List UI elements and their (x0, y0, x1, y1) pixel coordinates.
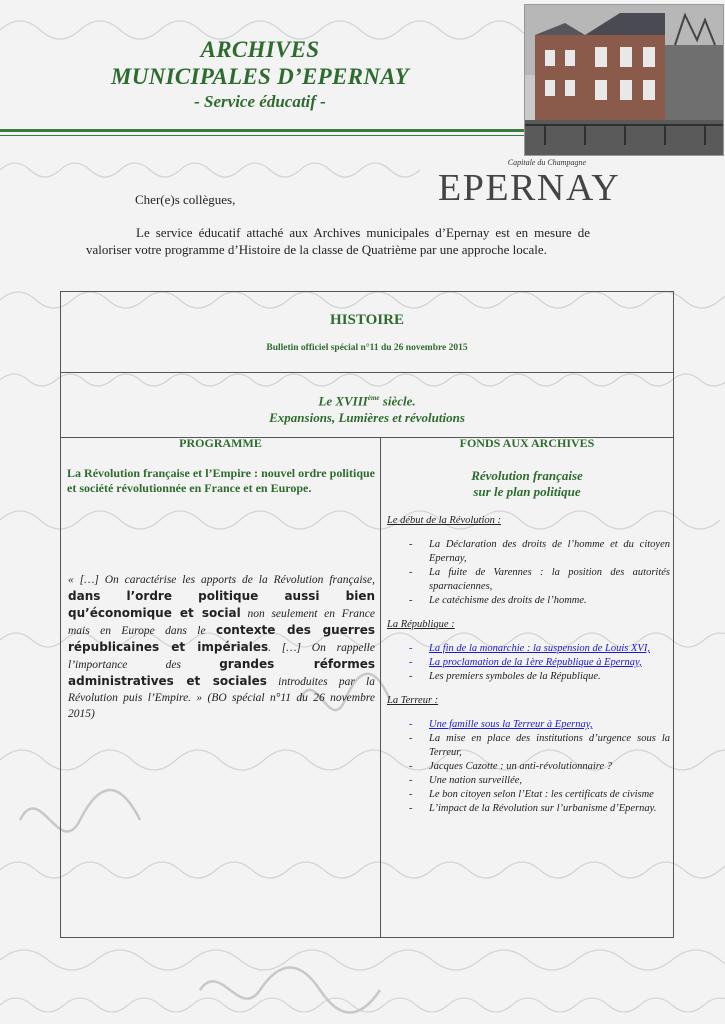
history-table (60, 291, 674, 938)
table-title: HISTOIRE (330, 312, 404, 328)
title-line-2: MUNICIPALES D’EPERNAY (111, 64, 409, 89)
header-title (40, 36, 480, 114)
logo-name: EPERNAY (438, 167, 621, 209)
period-prefix: Le XVIII (318, 393, 368, 409)
fonds-list (387, 514, 670, 826)
period-subtitle: Expansions, Lumières et révolutions (269, 410, 465, 426)
fonds-item: - La fuite de Varennes : la position des autorités sparnaciennes, (409, 566, 670, 594)
letter-intro: Le service éducatif attaché aux Archives municipales d’Epernay est en mesure de valoriser votre programme d’Histoire de la classe de Quatrième par une approche locale. (86, 225, 590, 257)
epernay-logo (438, 158, 638, 208)
programme-theme: La Révolution française et l’Empire : nouvel ordre politique et société révolutionnée en France et en Europe. (67, 466, 375, 495)
fonds-subtitle (381, 468, 673, 500)
fonds-item-link[interactable]: - Une famille sous la Terreur à Epernay, (409, 718, 670, 732)
period-sup: ème (367, 394, 380, 402)
fonds-item-list (387, 538, 670, 608)
fonds-item-list (387, 642, 670, 684)
fonds-item: - Une nation surveillée, (409, 774, 670, 788)
fonds-item: - Le bon citoyen selon l’Etat : les certificats de civisme (409, 788, 670, 802)
letter-greeting: Cher(e)s collègues, (135, 192, 236, 207)
programme-quote (68, 572, 375, 722)
quote-text: introduites par la Révolution puis l’Empire. » (BO spécial n°11 du 26 novembre 2015) (68, 676, 375, 720)
quote-text: non seulement en France mais en Europe dans le (68, 608, 376, 637)
quote-emphasis: contexte des guerres républicaines et impériales (68, 623, 375, 654)
bulletin-reference: Bulletin officiel spécial n°11 du 26 novembre 2015 (266, 343, 468, 353)
fonds-item: - L’impact de la Révolution sur l’urbanisme d’Epernay. (409, 802, 670, 816)
fonds-item-link[interactable]: - La fin de la monarchie : la suspension de Louis XVI, (409, 642, 670, 656)
header-rule-thick (0, 129, 525, 132)
period-suffix: siècle. (379, 393, 416, 409)
fonds-item-list (387, 718, 670, 816)
quote-emphasis: grandes réformes administratives et sociales (68, 657, 376, 688)
fonds-heading: FONDS AUX ARCHIVES (459, 436, 595, 450)
quote-text: « […] On caractérise les apports de la Révolution française, (68, 574, 375, 586)
fonds-section-title: Le début de la Révolution : (387, 515, 502, 526)
period-heading (61, 390, 673, 426)
fonds-item: - Jacques Cazotte : un anti-révolutionnaire ? (409, 760, 670, 774)
archives-building-photo (524, 4, 724, 156)
table-divider (61, 372, 673, 373)
logo-tagline: Capitale du Champagne (507, 158, 586, 167)
fonds-subtitle-line-1: Révolution française (471, 468, 583, 483)
subtitle: - Service éducatif - (194, 92, 326, 111)
fonds-section-title: La République : (387, 619, 455, 630)
fonds-item: - La mise en place des institutions d’urgence sous la Terreur, (409, 732, 670, 760)
fonds-item-link[interactable]: - La proclamation de la 1ère République à Epernay, (409, 656, 670, 670)
header-rule-thin (0, 135, 525, 136)
title-line-1: ARCHIVES (200, 37, 320, 62)
programme-heading: PROGRAMME (179, 436, 262, 450)
fonds-subtitle-line-2: sur le plan politique (473, 484, 581, 499)
quote-text: . […] On rappelle l’importance des (68, 642, 375, 671)
fonds-item: - Les premiers symboles de la République. (409, 670, 670, 684)
quote-emphasis: dans l’ordre politique aussi bien qu’économique et social (68, 589, 375, 620)
column-divider (380, 437, 381, 937)
fonds-item: - Le catéchisme des droits de l’homme. (409, 594, 670, 608)
fonds-item: - La Déclaration des droits de l’homme et du citoyen Epernay, (409, 538, 670, 566)
fonds-section-title: La Terreur : (387, 695, 439, 706)
